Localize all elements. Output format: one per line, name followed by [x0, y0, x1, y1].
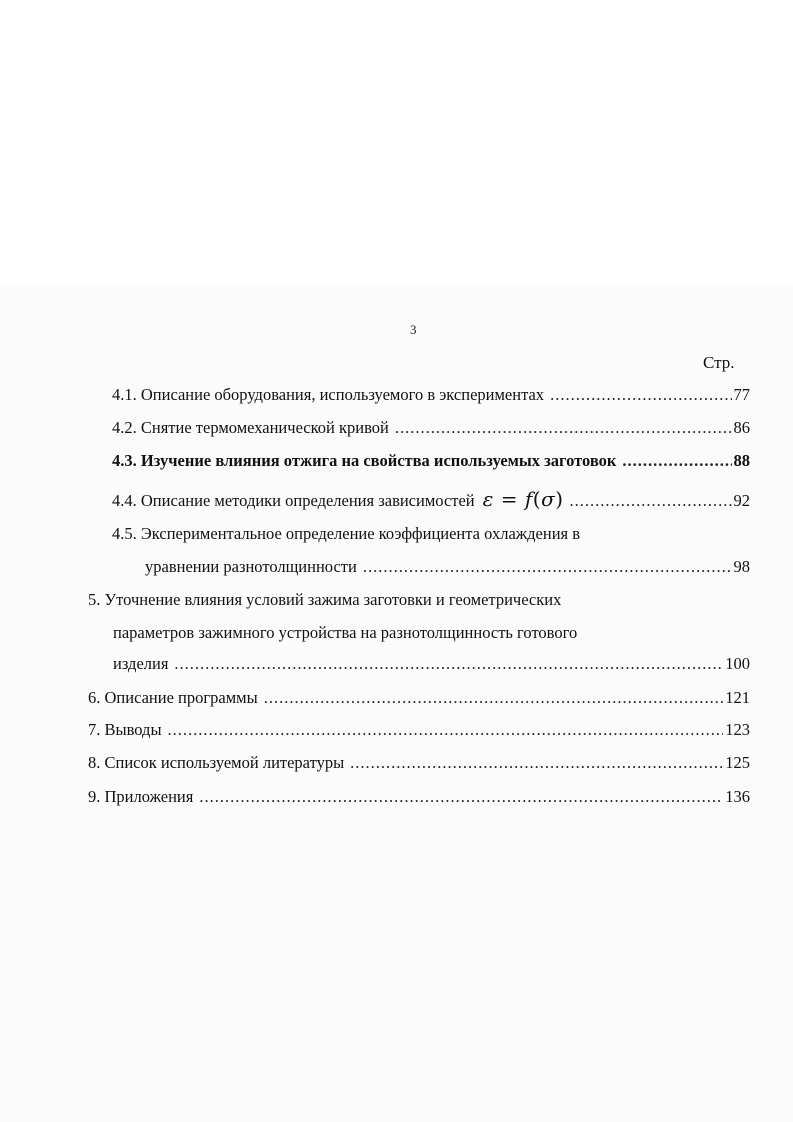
leader-dots	[550, 383, 731, 407]
toc-entry-text: 4.1. Описание оборудования, используемого в экспериментах	[112, 385, 545, 404]
toc-entry-text: 4.4. Описание методики определения зависимостей	[112, 491, 475, 510]
toc-entry-4-1	[112, 383, 750, 407]
toc-entry-4-2	[112, 416, 750, 440]
toc-entry-4-4	[112, 485, 750, 513]
toc-entry-4-5-line1: 4.5. Экспериментальное определение коэффициента охлаждения в	[112, 524, 581, 543]
toc-entry-5-line1: 5. Уточнение влияния условий зажима заготовки и геометрических	[88, 590, 562, 609]
leader-dots	[174, 652, 723, 676]
toc-entry-4-5	[145, 555, 750, 579]
leader-dots	[622, 449, 731, 473]
toc-entry-page: 77	[733, 385, 750, 404]
toc-entry-page: 125	[725, 753, 750, 772]
leader-dots	[264, 686, 724, 710]
leader-dots	[168, 718, 724, 742]
toc-entry-4-3	[112, 449, 750, 473]
page-column-header: Стр.	[703, 353, 735, 372]
formula-lhs: ε	[482, 487, 494, 511]
formula-epsilon-f-sigma	[483, 485, 564, 513]
toc-entry-page: 123	[725, 720, 750, 739]
toc-entry-text: 8. Список используемой литературы	[88, 753, 345, 772]
toc-entry-page: 100	[725, 654, 750, 673]
formula-paren-open: (	[532, 487, 542, 511]
toc-entry-page: 88	[733, 451, 750, 470]
leader-dots	[199, 785, 723, 809]
leader-dots	[395, 416, 732, 440]
formula-eq: =	[500, 487, 518, 511]
toc-entry-text: 4.2. Снятие термомеханической кривой	[112, 418, 389, 437]
leader-dots	[350, 751, 723, 775]
toc-entry-text: уравнении разнотолщинности	[145, 557, 357, 576]
toc-entry-page: 136	[725, 787, 750, 806]
toc-entry-text: 9. Приложения	[88, 787, 194, 806]
toc-entry-8	[88, 751, 750, 775]
toc-entry-page: 121	[725, 688, 750, 707]
formula-fn: f	[524, 487, 533, 511]
toc-entry-text: 4.3. Изучение влияния отжига на свойства используемых заготовок	[112, 451, 617, 470]
leader-dots	[570, 487, 732, 513]
toc-entry-6	[88, 686, 750, 710]
formula-paren-close: )	[555, 487, 564, 511]
toc-entry-page: 98	[733, 557, 750, 576]
toc-entry-5-line2: параметров зажимного устройства на разнотолщинность готового	[113, 623, 578, 642]
toc-entry-text: изделия	[113, 654, 169, 673]
toc-entry-text: 7. Выводы	[88, 720, 162, 739]
toc-entry-9	[88, 785, 750, 809]
toc-entry-page: 86	[733, 418, 750, 437]
toc-entry-5	[113, 652, 750, 676]
leader-dots	[363, 555, 732, 579]
page-number: 3	[410, 322, 417, 337]
toc-entry-7	[88, 718, 750, 742]
formula-arg: σ	[541, 487, 556, 511]
toc-entry-text: 6. Описание программы	[88, 688, 258, 707]
toc-entry-page: 92	[733, 491, 750, 510]
